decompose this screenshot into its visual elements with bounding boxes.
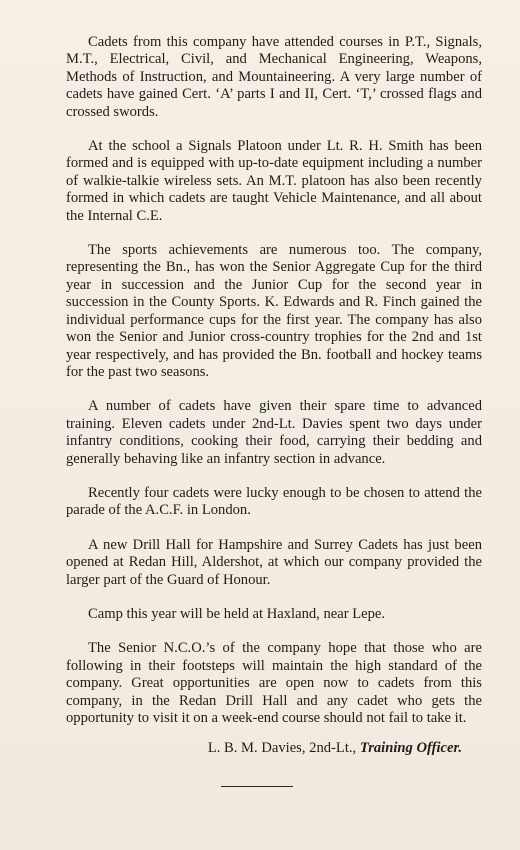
signature-title: Training Officer.	[359, 740, 462, 757]
signature-line	[66, 740, 482, 757]
signature-name: L. B. M. Davies, 2nd-Lt.,	[207, 740, 357, 757]
paragraph-courses: Cadets from this company have attended courses in P.T., Signals, M.T., Electrical, Civil, and Mechanical Engineering, Weapons, Methods of Instruction, and Mountaineering. A very large number of cadets have gained Cert. ‘A’ parts I and II, Cert. ‘T,’ crossed flags and crossed swords.	[66, 34, 482, 120]
paragraph-senior-ncos: The Senior N.C.O.’s of the company hope that those who are following in their footsteps will maintain the high standard of the company. Great opportunities are open now to cadets from this company, in the Redan Drill Hall and any cadet who gets the opportunity to visit it on a week-end course should not fail to take it.	[66, 640, 482, 726]
paragraph-acf-parade: Recently four cadets were lucky enough to be chosen to attend the parade of the A.C.F. in London.	[66, 484, 482, 519]
paragraph-sports: The sports achievements are numerous too. The company, representing the Bn., has won the Senior Aggregate Cup for the third year in succession and the Junior Cup for the second year in succession in the County Sports. K. Edwards and R. Finch gained the individual performance cups for the first year. The company has also won the Senior and Junior cross-country trophies for the 2nd and 1st year respectively, and has provided the Bn. football and hockey teams for the past two seasons.	[66, 242, 482, 380]
paragraph-camp: Camp this year will be held at Haxland, near Lepe.	[88, 605, 386, 622]
paragraph-signals-platoon: At the school a Signals Platoon under Lt. R. H. Smith has been formed and is equipped with up-to-date equipment including a number of walkie-talkie wireless sets. An M.T. platoon has also been recently formed in which cadets are taught Vehicle Maintenance, and all about the Internal C.E.	[66, 138, 482, 224]
paragraph-advanced-training: A number of cadets have given their spare time to advanced training. Eleven cadets under 2nd-Lt. Davies spent two days under infantry conditions, cooking their food, carrying their bedding and generally behaving like an infantry section in advance.	[66, 398, 482, 467]
paragraph-drill-hall: A new Drill Hall for Hampshire and Surrey Cadets has just been opened at Redan Hill, Aldershot, at which our company provided the larger part of the Guard of Honour.	[66, 536, 482, 588]
closing-rule	[221, 786, 293, 787]
